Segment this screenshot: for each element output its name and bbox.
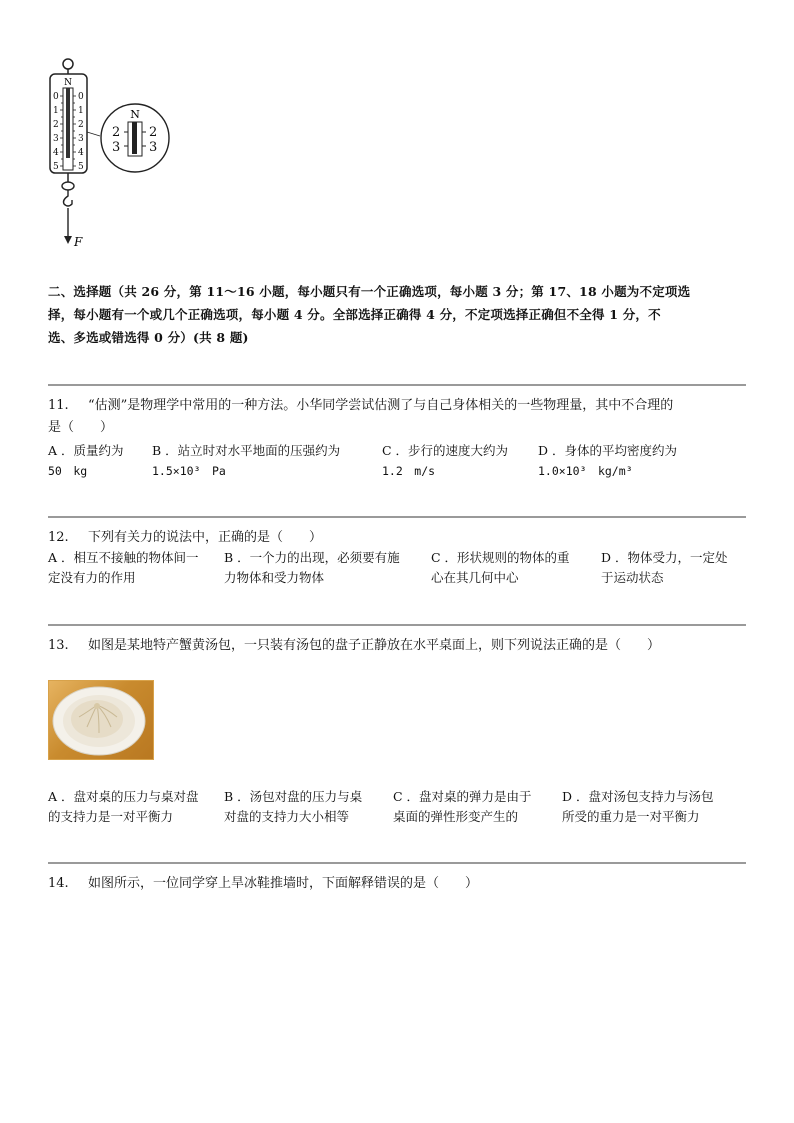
soup-dumpling-image	[49, 681, 153, 759]
question-stem: 如图是某地特产蟹黄汤包，一只装有汤包的盘子正静放在水平桌面上，则下列说法正确的是（ ）	[88, 638, 661, 653]
option-b[interactable]	[224, 787, 362, 827]
question-number: 13.	[48, 638, 69, 653]
option-value: 1.5×10³ Pa	[152, 464, 226, 478]
option-line: 力物体和受力物体	[224, 570, 325, 585]
option-a[interactable]	[48, 548, 199, 588]
option-c[interactable]	[382, 441, 508, 481]
option-label: C ．步行的速度大约为	[382, 443, 509, 458]
option-line: 的支持力是一对平衡力	[48, 809, 174, 824]
option-d[interactable]	[562, 787, 714, 827]
question-13	[48, 635, 748, 657]
question-number: 12.	[48, 530, 69, 545]
option-value: 1.2 m/s	[382, 464, 436, 478]
option-a[interactable]	[48, 787, 199, 827]
soup-dumpling-photo	[48, 680, 154, 760]
section-line-3: 选、多选或错选得 0 分）(共 8 题)	[48, 330, 249, 345]
scale-right-0: 0	[78, 92, 84, 102]
options-12	[48, 548, 748, 588]
option-line: 所受的重力是一对平衡力	[562, 809, 700, 824]
force-label: F	[74, 235, 83, 249]
spring-scale-figure	[40, 52, 180, 252]
option-c[interactable]	[393, 787, 532, 827]
scale-left-3: 3	[53, 134, 59, 144]
question-12	[48, 527, 748, 549]
option-value: 50 kg	[48, 464, 88, 478]
option-line: 于运动状态	[601, 570, 664, 585]
question-stem: “估测”是物理学中常用的一种方法。小华同学尝试估测了与自己身体相关的一些物理量，其中不合理的	[88, 398, 674, 413]
option-d[interactable]	[538, 441, 677, 481]
scale-left-5: 5	[53, 162, 59, 172]
inset-right-3: 3	[149, 140, 158, 155]
option-line: C ．盘对桌的弹力是由于	[393, 789, 532, 804]
option-line: 桌面的弹性形变产生的	[393, 809, 519, 824]
scale-right-1: 1	[78, 106, 84, 116]
question-number: 14.	[48, 876, 69, 891]
option-value: 1.0×10³ kg/m³	[538, 464, 633, 478]
section-heading	[48, 280, 748, 349]
inset-left-2: 2	[112, 125, 121, 140]
option-label: D ．身体的平均密度约为	[538, 443, 677, 458]
question-11	[48, 395, 748, 439]
scale-right-4: 4	[78, 148, 84, 158]
option-line: A ．相互不接触的物体间一	[48, 550, 199, 565]
options-13	[48, 787, 748, 827]
scale-left-2: 2	[53, 120, 59, 130]
option-label: B ．站立时对水平地面的压强约为	[152, 443, 341, 458]
option-line: B ．汤包对盘的压力与桌	[224, 789, 363, 804]
option-line: A ．盘对桌的压力与桌对盘	[48, 789, 199, 804]
option-line: 心在其几何中心	[431, 570, 519, 585]
inset-label: N	[130, 108, 140, 121]
divider	[48, 624, 746, 626]
option-b[interactable]	[224, 548, 400, 588]
scale-left-0: 0	[53, 92, 59, 102]
option-line: 定没有力的作用	[48, 570, 136, 585]
option-line: 对盘的支持力大小相等	[224, 809, 350, 824]
scale-top-label: N	[64, 78, 72, 88]
option-line: D ．物体受力，一定处	[601, 550, 728, 565]
question-stem: 如图所示，一位同学穿上旱冰鞋推墙时，下面解释错误的是（ ）	[88, 876, 479, 891]
divider	[48, 516, 746, 518]
option-c[interactable]	[431, 548, 570, 588]
inset-left-3: 3	[112, 140, 121, 155]
scale-left-1: 1	[53, 106, 59, 116]
option-a[interactable]	[48, 441, 124, 481]
option-line: D ．盘对汤包支持力与汤包	[562, 789, 714, 804]
scale-right-3: 3	[78, 134, 84, 144]
inset-right-2: 2	[149, 125, 158, 140]
options-11	[48, 441, 748, 481]
option-line: C ．形状规则的物体的重	[431, 550, 570, 565]
scale-right-2: 2	[78, 120, 84, 130]
question-stem-cont: 是（ ）	[48, 420, 114, 435]
divider	[48, 384, 746, 386]
question-number: 11.	[48, 398, 69, 413]
scale-left-4: 4	[53, 148, 59, 158]
divider	[48, 862, 746, 864]
option-d[interactable]	[601, 548, 728, 588]
question-14	[48, 873, 748, 895]
option-line: B ．一个力的出现，必须要有施	[224, 550, 400, 565]
option-label: A ．质量约为	[48, 443, 124, 458]
section-line-1: 二、选择题（共 26 分，第 11～16 小题，每小题只有一个正确选项，每小题 3 分；第 17、18 小题为不定项选	[48, 284, 691, 299]
section-line-2: 择，每小题有一个或几个正确选项，每小题 4 分。全部选择正确得 4 分，不定项选择正确但不全得 1 分，不	[48, 307, 661, 322]
question-stem: 下列有关力的说法中，正确的是（ ）	[88, 530, 323, 545]
scale-right-5: 5	[78, 162, 84, 172]
option-b[interactable]	[152, 441, 340, 481]
